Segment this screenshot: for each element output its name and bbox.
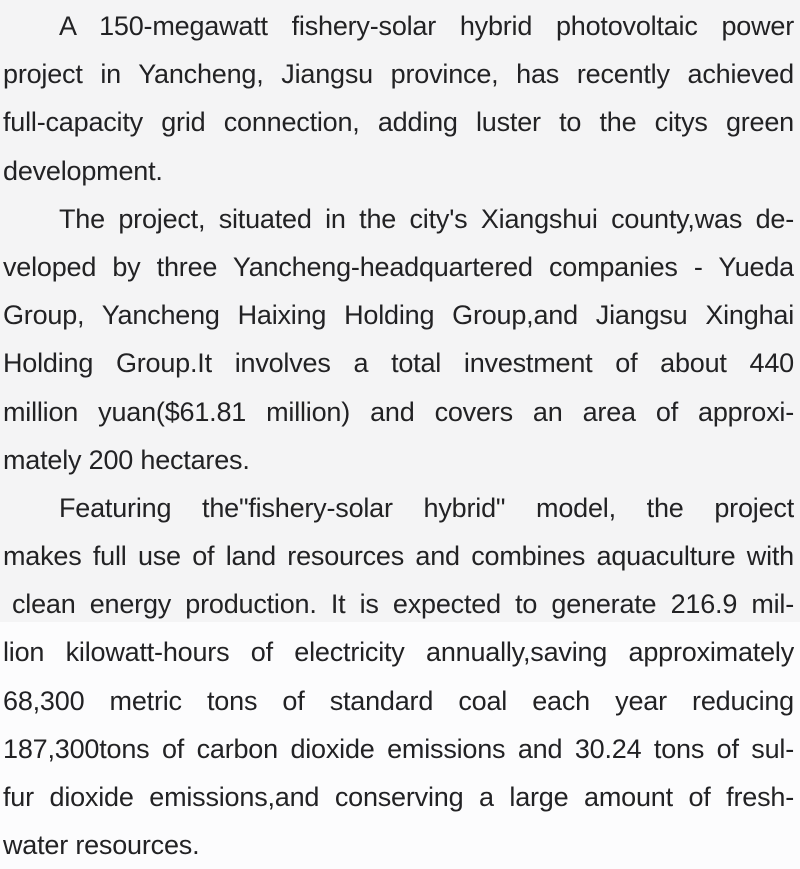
text-line: Group, Yancheng Haixing Holding Group,and Jiangsu Xinghai — [3, 300, 794, 331]
text-line: 68,300 metric tons of standard coal each year reducing — [3, 685, 794, 716]
text-line: mately 200 hectares. — [3, 444, 250, 475]
text-line: water resources. — [3, 830, 200, 861]
text-line: million yuan($61.81 million) and covers an area of approxi- — [3, 396, 794, 427]
text-line: development. — [3, 155, 163, 186]
text-line: The project, situated in the city's Xiangshui county,was de- — [59, 203, 794, 234]
text-line: Holding Group.It involves a total investment of about 440 — [3, 348, 794, 379]
text-line: lion kilowatt-hours of electricity annually,saving approximately — [3, 637, 794, 668]
text-line: Featuring the"fishery-solar hybrid" model, the project — [59, 492, 794, 523]
text-line: A 150-megawatt fishery-solar hybrid photovoltaic power — [59, 11, 794, 41]
text-line: 187,300tons of carbon dioxide emissions and 30.24 tons of sul- — [3, 733, 794, 764]
text-line: full-capacity grid connection, adding luster to the citys green — [3, 107, 794, 138]
text-line: veloped by three Yancheng-headquartered companies - Yueda — [3, 251, 794, 282]
text-line: project in Yancheng, Jiangsu province, has recently achieved — [3, 59, 794, 90]
text-line: makes full use of land resources and combines aquaculture with — [3, 541, 794, 572]
text-line: fur dioxide emissions,and conserving a large amount of fresh- — [3, 782, 794, 812]
text-line: clean energy production. It is expected to generate 216.9 mil- — [12, 589, 794, 620]
